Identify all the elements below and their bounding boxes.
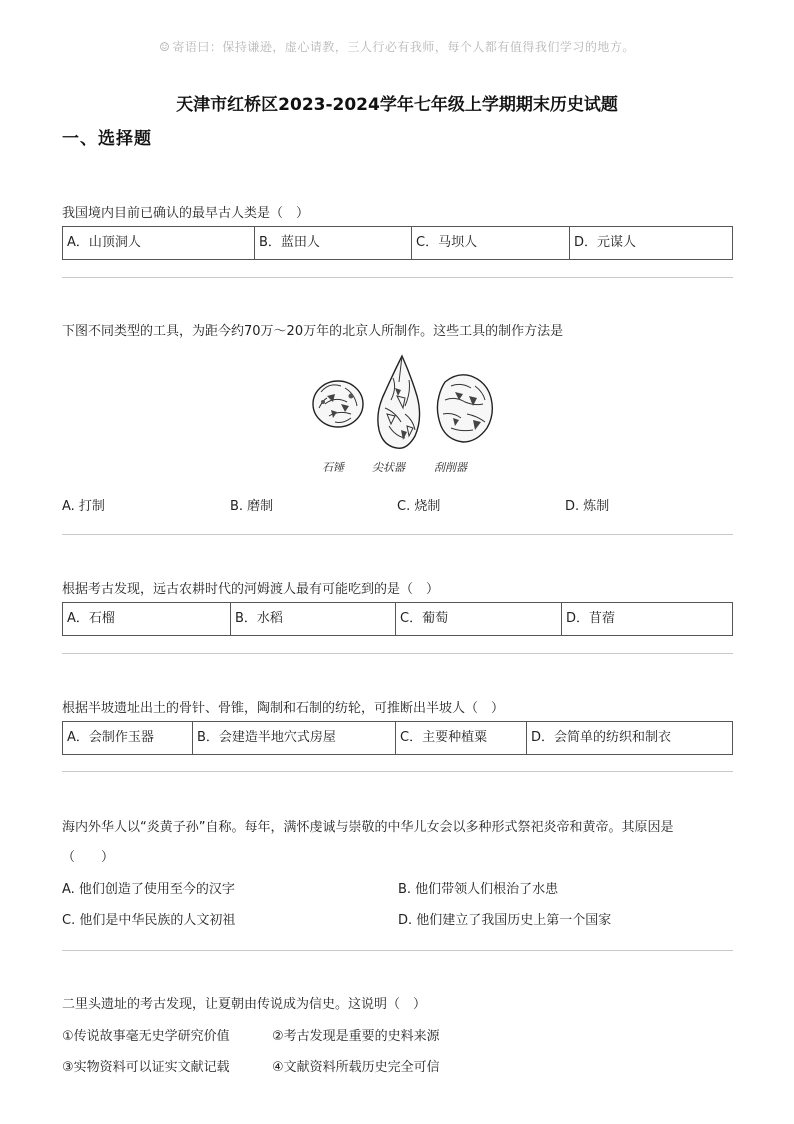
question-3-options <box>62 602 733 636</box>
option-b[interactable]: B. 他们带领人们根治了水患 <box>398 882 559 897</box>
option-a[interactable]: A．石榴 <box>63 603 231 635</box>
stone-hammer-drawing <box>313 381 363 427</box>
question-6-stem: 二里头遗址的考古发现，让夏朝由传说成为信史。这说明（ ） <box>62 997 427 1012</box>
divider <box>62 653 733 654</box>
divider <box>62 534 733 535</box>
question-5-stem-continued: （ ） <box>62 850 115 865</box>
header-motto: ☺ 寄语曰：保持谦逊，虚心请教，三人行必有我师，每个人都有值得我们学习的地方。 <box>159 40 635 54</box>
section-heading: 一、选择题 <box>62 129 152 149</box>
smile-icon: ☺ <box>159 40 171 54</box>
question-1-stem: 我国境内目前已确认的最早古人类是（ ） <box>62 206 310 221</box>
pointed-tool-drawing <box>378 356 420 448</box>
figure-label-scraper: 刮削器 <box>434 461 467 474</box>
option-c[interactable]: C．葡萄 <box>396 603 562 635</box>
option-b[interactable]: B. 磨制 <box>230 499 274 514</box>
option-b[interactable]: B．会建造半地穴式房屋 <box>193 722 396 754</box>
option-b[interactable]: B．蓝田人 <box>255 227 412 259</box>
figure-label-pointed-tool: 尖状器 <box>372 461 405 474</box>
statement-1: ①传说故事毫无史学研究价值 <box>62 1029 230 1044</box>
option-a[interactable]: A. 打制 <box>62 499 105 514</box>
option-a[interactable]: A. 他们创造了使用至今的汉字 <box>62 882 235 897</box>
option-c[interactable]: C. 他们是中华民族的人文初祖 <box>62 913 236 928</box>
option-c[interactable]: C．主要种植粟 <box>396 722 527 754</box>
option-d[interactable]: D．元谋人 <box>574 235 637 250</box>
option-c[interactable]: C. 烧制 <box>397 499 441 514</box>
option-d[interactable]: D. 炼制 <box>565 499 610 514</box>
divider <box>62 771 733 772</box>
question-3-stem: 根据考古发现，远古农耕时代的河姆渡人最有可能吃到的是（ ） <box>62 582 440 597</box>
option-d[interactable]: D．苜蓿 <box>566 611 616 626</box>
option-c[interactable]: C．马坝人 <box>412 227 570 259</box>
statement-2: ②考古发现是重要的史料来源 <box>272 1029 440 1044</box>
option-a[interactable]: A．山顶洞人 <box>63 227 255 259</box>
statement-3: ③实物资料可以证实文献记载 <box>62 1060 230 1075</box>
question-1-options <box>62 226 733 260</box>
question-2-stem: 下图不同类型的工具，为距今约70万～20万年的北京人所制作。这些工具的制作方法是 <box>62 324 564 339</box>
scraper-drawing <box>437 375 492 442</box>
figure-label-stone-hammer: 石锤 <box>322 461 344 474</box>
question-4-stem: 根据半坡遗址出土的骨针、骨锥，陶制和石制的纺轮，可推断出半坡人（ ） <box>62 701 505 716</box>
option-d[interactable]: D．会简单的纺织和制衣 <box>531 730 672 745</box>
question-5-stem: 海内外华人以“炎黄子孙”自称。每年，满怀虔诚与崇敬的中华儿女会以多种形式祭祀炎帝和黄帝。其原因是 <box>62 820 674 835</box>
option-d[interactable]: D. 他们建立了我国历史上第一个国家 <box>398 913 612 928</box>
option-b[interactable]: B．水稻 <box>231 603 396 635</box>
divider <box>62 950 733 951</box>
page-title: 天津市红桥区2023-2024学年七年级上学期期末历史试题 <box>176 95 618 115</box>
statement-4: ④文献资料所载历史完全可信 <box>272 1060 440 1075</box>
option-a[interactable]: A．会制作玉器 <box>63 722 193 754</box>
divider <box>62 277 733 278</box>
question-4-options <box>62 721 733 755</box>
